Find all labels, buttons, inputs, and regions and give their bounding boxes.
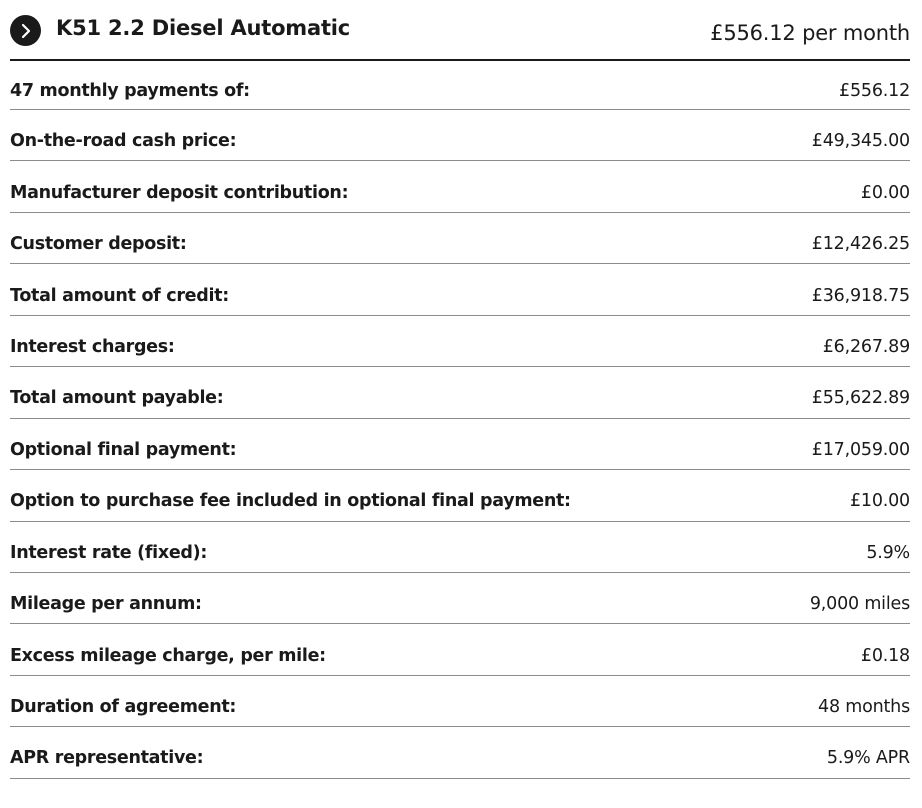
- detail-value: £17,059.00: [811, 439, 910, 460]
- detail-value: £0.18: [860, 645, 910, 666]
- detail-label: Interest charges:: [10, 336, 175, 357]
- detail-value: £49,345.00: [811, 131, 910, 152]
- detail-label: Total amount of credit:: [10, 285, 229, 306]
- detail-label: Option to purchase fee included in optional final payment:: [10, 491, 571, 512]
- detail-value: £10.00: [849, 491, 910, 512]
- detail-value: 5.9%: [866, 542, 910, 563]
- detail-value: 9,000 miles: [809, 594, 910, 615]
- detail-row-total-payable: [10, 367, 910, 418]
- finance-details-list: [10, 61, 910, 779]
- detail-label: On-the-road cash price:: [10, 131, 237, 152]
- detail-value: £55,622.89: [811, 388, 910, 409]
- chevron-right-icon[interactable]: [10, 15, 41, 46]
- detail-row-cash-price: [10, 110, 910, 161]
- detail-row-total-credit: [10, 264, 910, 315]
- detail-row-monthly-payments: [10, 61, 910, 110]
- detail-label: Excess mileage charge, per mile:: [10, 645, 326, 666]
- detail-row-duration: [10, 676, 910, 727]
- finance-panel: [10, 0, 910, 779]
- detail-label: Total amount payable:: [10, 388, 224, 409]
- detail-row-interest-rate: [10, 522, 910, 573]
- detail-row-mileage: [10, 573, 910, 624]
- detail-label: Interest rate (fixed):: [10, 542, 208, 563]
- detail-row-apr: [10, 727, 910, 778]
- detail-value: 5.9% APR: [826, 748, 910, 769]
- detail-value: £6,267.89: [822, 336, 910, 357]
- detail-label: Duration of agreement:: [10, 697, 237, 718]
- detail-value: £556.12: [839, 81, 910, 101]
- detail-value: £36,918.75: [811, 285, 910, 306]
- detail-value: £12,426.25: [811, 234, 910, 255]
- detail-value: 48 months: [818, 697, 910, 718]
- detail-label: Optional final payment:: [10, 439, 237, 460]
- finance-header[interactable]: [10, 0, 910, 61]
- detail-label: Manufacturer deposit contribution:: [10, 182, 349, 203]
- detail-row-interest-charges: [10, 316, 910, 367]
- detail-row-purchase-fee: [10, 470, 910, 521]
- detail-row-excess-mileage: [10, 624, 910, 675]
- detail-row-customer-deposit: [10, 213, 910, 264]
- vehicle-title: K51 2.2 Diesel Automatic: [56, 15, 351, 40]
- monthly-price: £556.12 per month: [710, 20, 910, 45]
- detail-label: 47 monthly payments of:: [10, 81, 250, 101]
- detail-label: Customer deposit:: [10, 234, 187, 255]
- detail-label: APR representative:: [10, 748, 204, 769]
- detail-row-manufacturer-deposit: [10, 161, 910, 212]
- header-left: [10, 13, 350, 46]
- detail-value: £0.00: [860, 182, 910, 203]
- detail-label: Mileage per annum:: [10, 594, 202, 615]
- detail-row-final-payment: [10, 419, 910, 470]
